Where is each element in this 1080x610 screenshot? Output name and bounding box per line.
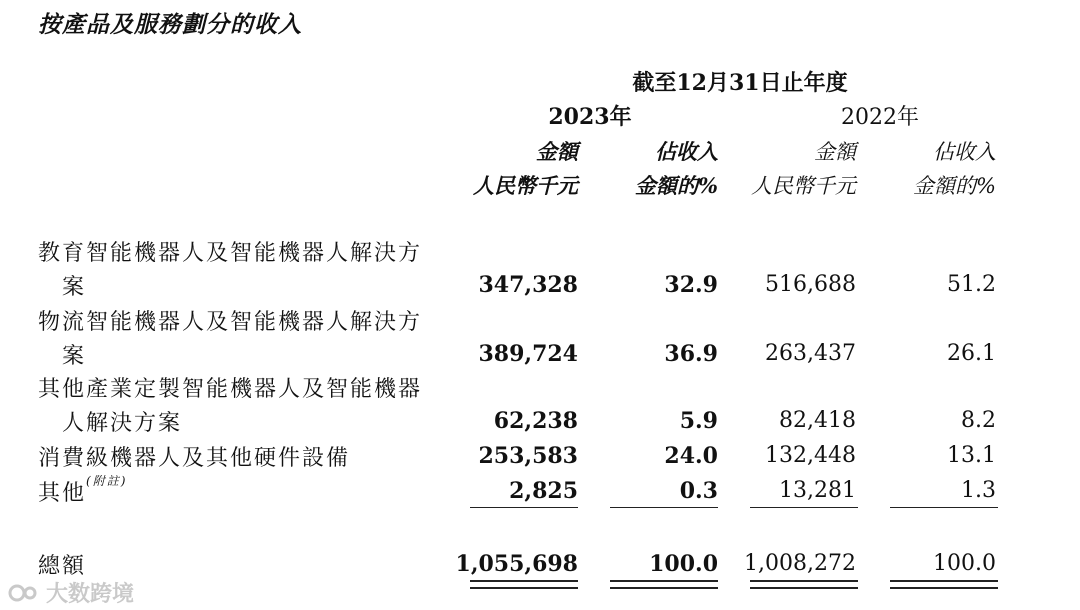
pct-2022: 26.1 xyxy=(947,341,996,366)
col-header-amount-2022: 金額 xyxy=(814,140,856,164)
col-header-share-2023: 佔收入 xyxy=(655,139,718,164)
row-label-cont: 人解決方案 xyxy=(62,411,183,436)
amount-2022: 132,448 xyxy=(765,443,856,468)
subtotal-rule xyxy=(750,507,858,508)
total-label: 總額 xyxy=(38,554,87,579)
watermark-logo-icon xyxy=(8,581,42,605)
row-label-other xyxy=(38,476,127,507)
subtotal-rule xyxy=(470,507,578,508)
row-label: 消費級機器人及其他硬件設備 xyxy=(38,446,351,471)
col-header-amount-2023: 金額 xyxy=(536,139,578,164)
col-header-unit-2023: 人民幣千元 xyxy=(473,173,578,198)
amount-2022: 82,418 xyxy=(779,408,856,433)
amount-2022: 263,437 xyxy=(765,341,856,366)
amount-2023: 347,328 xyxy=(478,272,578,298)
subtotal-rule xyxy=(890,507,998,508)
total-pct-2023: 100.0 xyxy=(649,551,718,577)
row-label: 其他產業定製智能機器人及智能機器 xyxy=(38,377,423,402)
footnote-ref: (附註) xyxy=(86,474,128,488)
subtotal-rule xyxy=(610,507,718,508)
total-double-rule xyxy=(750,580,858,589)
period-header: 截至12月31日止年度 xyxy=(632,70,848,96)
pct-2022: 51.2 xyxy=(947,272,996,297)
col-header-pct-2023: 金額的% xyxy=(635,173,718,198)
pct-2023: 24.0 xyxy=(664,443,718,469)
total-amount-2023: 1,055,698 xyxy=(455,551,578,577)
amount-2022: 516,688 xyxy=(765,272,856,297)
total-amount-2022: 1,008,272 xyxy=(744,551,856,576)
amount-2023: 2,825 xyxy=(509,478,578,504)
col-header-share-2022: 佔收入 xyxy=(933,140,996,164)
pct-2022: 8.2 xyxy=(961,408,996,433)
row-label: 物流智能機器人及智能機器人解決方 xyxy=(38,310,423,335)
pct-2023: 36.9 xyxy=(664,341,718,367)
pct-2022: 13.1 xyxy=(947,443,996,468)
amount-2023: 389,724 xyxy=(478,341,578,367)
col-header-pct-2022: 金額的% xyxy=(913,174,996,198)
total-pct-2022: 100.0 xyxy=(933,551,996,576)
page-title: 按產品及服務劃分的收入 xyxy=(38,11,302,38)
total-double-rule xyxy=(610,580,718,589)
row-label: 教育智能機器人及智能機器人解決方 xyxy=(38,241,423,266)
pct-2023: 0.3 xyxy=(679,478,718,504)
row-label-cont: 案 xyxy=(62,275,87,300)
row-label-text: 其他 xyxy=(38,481,87,506)
col-header-unit-2022: 人民幣千元 xyxy=(751,174,856,198)
pct-2023: 5.9 xyxy=(679,408,718,434)
amount-2023: 253,583 xyxy=(478,443,578,469)
year-2023: 2023年 xyxy=(548,104,632,130)
watermark-text: 大数跨境 xyxy=(46,582,135,607)
row-label-cont: 案 xyxy=(62,344,87,369)
year-2022: 2022年 xyxy=(841,105,919,130)
pct-2023: 32.9 xyxy=(664,272,718,298)
amount-2023: 62,238 xyxy=(493,408,578,434)
pct-2022: 1.3 xyxy=(961,478,996,503)
total-double-rule xyxy=(470,580,578,589)
amount-2022: 13,281 xyxy=(779,478,856,503)
watermark xyxy=(8,577,134,608)
total-double-rule xyxy=(890,580,998,589)
